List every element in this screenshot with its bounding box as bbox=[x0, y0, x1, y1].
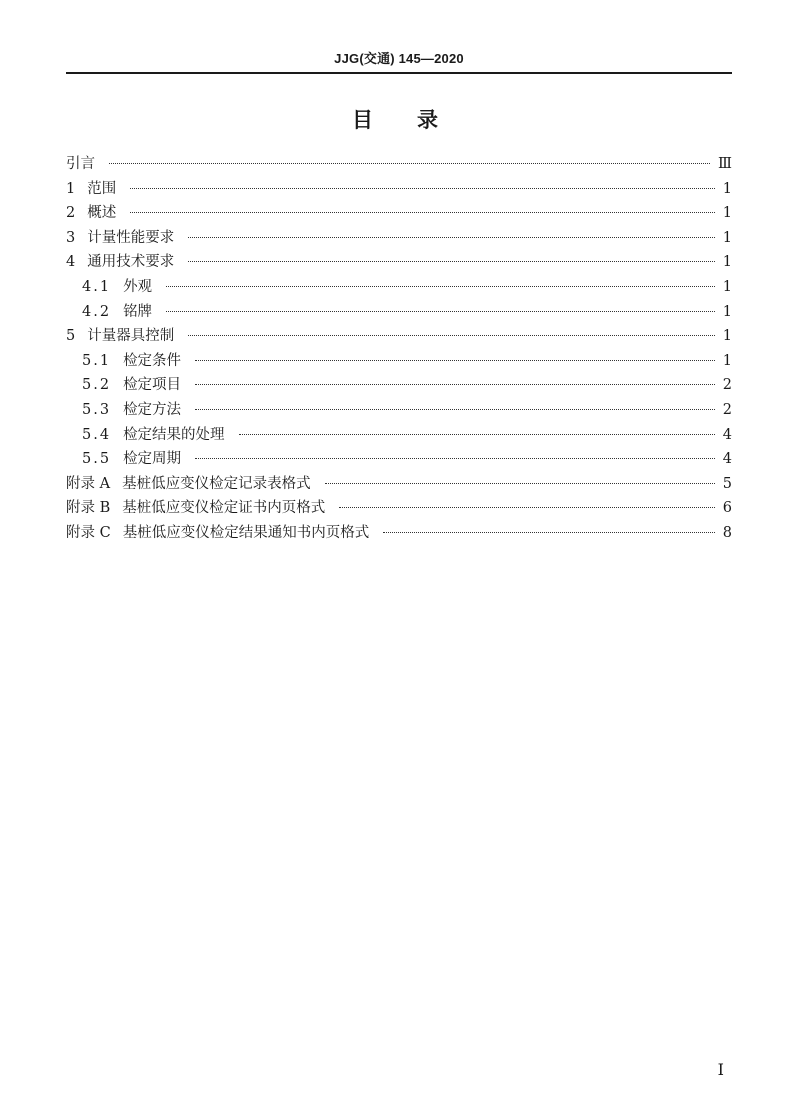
toc-entry[interactable] bbox=[66, 423, 732, 448]
toc-entry-label: 基桩低应变仪检定记录表格式 bbox=[122, 475, 311, 492]
toc-entry[interactable] bbox=[66, 300, 732, 325]
toc-entry[interactable] bbox=[66, 521, 732, 546]
dot-leader bbox=[195, 384, 715, 385]
toc-entry-label: 铭牌 bbox=[123, 303, 153, 320]
toc-entry-page: 8 bbox=[722, 524, 732, 541]
toc-entry-label: 检定方法 bbox=[123, 401, 182, 418]
toc-entry[interactable] bbox=[66, 349, 732, 374]
toc-entry-page: 1 bbox=[722, 205, 732, 222]
toc-entry[interactable] bbox=[66, 250, 732, 275]
toc-entry-label: 基桩低应变仪检定结果通知书内页格式 bbox=[122, 524, 370, 541]
toc-entry[interactable] bbox=[66, 226, 732, 251]
dot-leader bbox=[195, 360, 715, 361]
toc-entry-number: 附录 A bbox=[66, 475, 111, 492]
table-of-contents bbox=[66, 152, 732, 546]
toc-entry[interactable] bbox=[66, 398, 732, 423]
toc-entry-page: 1 bbox=[722, 229, 732, 246]
dot-leader bbox=[109, 163, 710, 164]
toc-entry-page: 4 bbox=[722, 426, 732, 443]
running-header: JJG(交通) 145—2020 bbox=[334, 51, 464, 66]
toc-entry-number: 附录 B bbox=[66, 500, 111, 517]
toc-entry[interactable] bbox=[66, 201, 732, 226]
toc-entry-number: 4 bbox=[66, 254, 76, 271]
toc-entry-label: 范围 bbox=[87, 180, 117, 197]
toc-entry-number: 4.2 bbox=[82, 303, 112, 320]
toc-entry[interactable] bbox=[66, 373, 732, 398]
toc-entry[interactable] bbox=[66, 177, 732, 202]
title-char-right: 录 bbox=[417, 108, 438, 132]
toc-entry-page: 1 bbox=[722, 352, 732, 369]
toc-entry-page: 4 bbox=[722, 451, 732, 468]
dot-leader bbox=[239, 434, 715, 435]
page-number: I bbox=[717, 1060, 724, 1079]
toc-entry-page: 1 bbox=[722, 303, 732, 320]
toc-entry-number: 5.2 bbox=[82, 377, 112, 394]
dot-leader bbox=[188, 261, 715, 262]
toc-entry-page: 1 bbox=[722, 180, 732, 197]
toc-entry-label: 概述 bbox=[87, 205, 117, 222]
dot-leader bbox=[166, 286, 715, 287]
toc-entry-label: 外观 bbox=[123, 278, 153, 295]
toc-entry[interactable] bbox=[66, 275, 732, 300]
toc-entry-number: 5.3 bbox=[82, 401, 112, 418]
toc-entry-label: 检定项目 bbox=[123, 377, 182, 394]
dot-leader bbox=[188, 237, 715, 238]
toc-entry[interactable] bbox=[66, 324, 732, 349]
header-rule bbox=[66, 72, 732, 74]
toc-entry-label: 计量性能要求 bbox=[87, 229, 175, 246]
dot-leader bbox=[188, 335, 715, 336]
toc-entry-label: 检定周期 bbox=[123, 451, 182, 468]
toc-entry-page: 1 bbox=[722, 328, 732, 345]
dot-leader bbox=[325, 483, 715, 484]
toc-entry[interactable] bbox=[66, 496, 732, 521]
toc-entry-number: 2 bbox=[66, 205, 76, 222]
toc-entry-page: 1 bbox=[722, 254, 732, 271]
toc-entry[interactable] bbox=[66, 152, 732, 177]
toc-entry-number: 附录 C bbox=[66, 524, 111, 541]
toc-entry-page: 5 bbox=[722, 475, 732, 492]
toc-entry-page: 2 bbox=[722, 401, 732, 418]
toc-entry[interactable] bbox=[66, 447, 732, 472]
dot-leader bbox=[166, 311, 715, 312]
toc-entry-label: 基桩低应变仪检定证书内页格式 bbox=[122, 500, 326, 517]
dot-leader bbox=[339, 507, 715, 508]
dot-leader bbox=[383, 532, 715, 533]
toc-entry-number: 5.5 bbox=[82, 451, 112, 468]
toc-entry[interactable] bbox=[66, 472, 732, 497]
dot-leader bbox=[130, 188, 715, 189]
toc-entry-label: 引言 bbox=[66, 156, 95, 172]
toc-entry-page: 1 bbox=[722, 278, 732, 295]
toc-entry-number: 1 bbox=[66, 180, 76, 197]
toc-entry-label: 检定结果的处理 bbox=[123, 426, 225, 443]
dot-leader bbox=[130, 212, 715, 213]
dot-leader bbox=[195, 409, 715, 410]
toc-entry-page: 2 bbox=[722, 377, 732, 394]
toc-entry-page: 6 bbox=[722, 500, 732, 517]
toc-entry-label: 计量器具控制 bbox=[87, 328, 175, 345]
title-char-left: 目 bbox=[352, 108, 373, 132]
toc-entry-number: 5.4 bbox=[82, 426, 112, 443]
toc-entry-number: 3 bbox=[66, 229, 76, 246]
toc-entry-number: 5 bbox=[66, 328, 76, 345]
toc-entry-label: 检定条件 bbox=[123, 352, 182, 369]
dot-leader bbox=[195, 458, 715, 459]
toc-entry-number: 5.1 bbox=[82, 352, 112, 369]
toc-entry-label: 通用技术要求 bbox=[87, 254, 175, 271]
page-title bbox=[0, 104, 790, 134]
toc-entry-number: 4.1 bbox=[82, 278, 112, 295]
toc-entry-page: Ⅲ bbox=[718, 156, 732, 172]
